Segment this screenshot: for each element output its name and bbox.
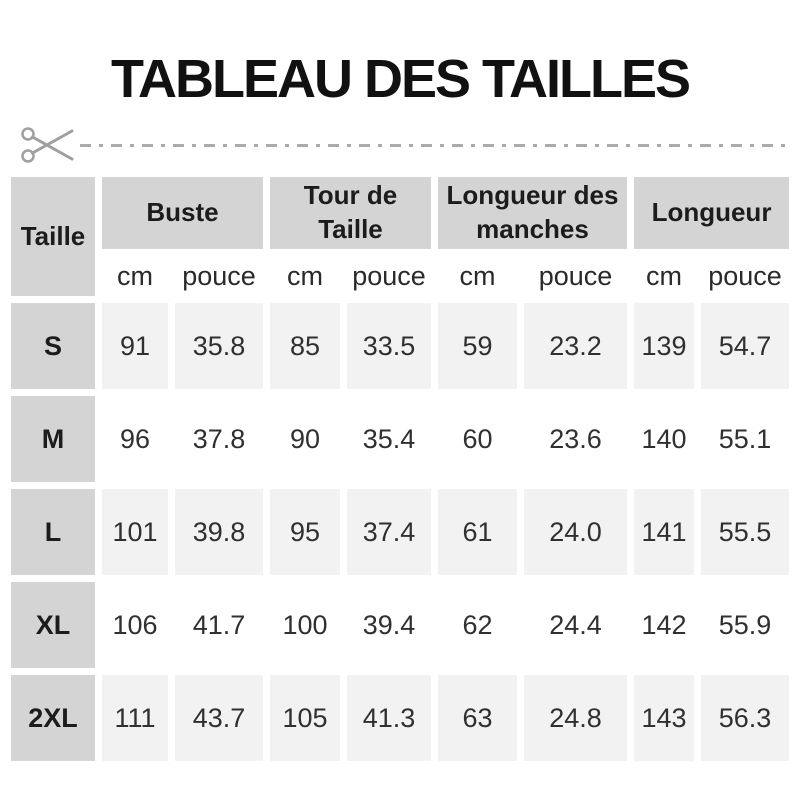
size-value-cell: 106 [102, 582, 168, 668]
table-row-xl [11, 582, 789, 668]
size-table [4, 170, 796, 768]
size-value-cell: 141 [634, 489, 694, 575]
unit-header: cm [438, 256, 517, 296]
dash-dot-line [80, 144, 788, 147]
size-value-cell: 59 [438, 303, 517, 389]
unit-header: cm [270, 256, 340, 296]
row-size-label: XL [11, 582, 95, 668]
page-title: TABLEAU DES TAILLES [111, 49, 689, 109]
size-value-cell: 60 [438, 396, 517, 482]
size-value-cell: 142 [634, 582, 694, 668]
unit-header: cm [102, 256, 168, 296]
size-value-cell: 96 [102, 396, 168, 482]
unit-header: cm [634, 256, 694, 296]
table-row-l [11, 489, 789, 575]
size-value-cell: 55.1 [701, 396, 789, 482]
size-value-cell: 101 [102, 489, 168, 575]
unit-header: pouce [347, 256, 431, 296]
size-value-cell: 91 [102, 303, 168, 389]
size-value-cell: 39.4 [347, 582, 431, 668]
size-value-cell: 41.3 [347, 675, 431, 761]
size-value-cell: 33.5 [347, 303, 431, 389]
size-value-cell: 100 [270, 582, 340, 668]
size-value-cell: 111 [102, 675, 168, 761]
corner-header-taille: Taille [11, 177, 95, 296]
cut-line [20, 124, 788, 166]
row-size-label: M [11, 396, 95, 482]
scissors-icon [20, 125, 76, 165]
size-value-cell: 139 [634, 303, 694, 389]
group-header-buste: Buste [102, 177, 263, 249]
table-row-2xl [11, 675, 789, 761]
size-value-cell: 54.7 [701, 303, 789, 389]
size-value-cell: 95 [270, 489, 340, 575]
unit-header-row [11, 256, 789, 296]
group-header-longueur: Longueur [634, 177, 789, 249]
size-value-cell: 24.8 [524, 675, 627, 761]
size-value-cell: 55.5 [701, 489, 789, 575]
unit-header: pouce [524, 256, 627, 296]
row-size-label: 2XL [11, 675, 95, 761]
table-row-s [11, 303, 789, 389]
size-value-cell: 37.8 [175, 396, 263, 482]
size-value-cell: 63 [438, 675, 517, 761]
size-value-cell: 62 [438, 582, 517, 668]
size-value-cell: 24.4 [524, 582, 627, 668]
size-value-cell: 85 [270, 303, 340, 389]
table-row-m [11, 396, 789, 482]
size-value-cell: 24.0 [524, 489, 627, 575]
size-value-cell: 140 [634, 396, 694, 482]
size-value-cell: 90 [270, 396, 340, 482]
group-header-longueur-des-manches: Longueur des manches [438, 177, 627, 249]
size-value-cell: 23.6 [524, 396, 627, 482]
table-header-row [11, 177, 789, 249]
size-value-cell: 35.8 [175, 303, 263, 389]
size-value-cell: 35.4 [347, 396, 431, 482]
unit-header: pouce [701, 256, 789, 296]
size-value-cell: 143 [634, 675, 694, 761]
size-value-cell: 43.7 [175, 675, 263, 761]
size-value-cell: 105 [270, 675, 340, 761]
size-value-cell: 61 [438, 489, 517, 575]
size-value-cell: 56.3 [701, 675, 789, 761]
row-size-label: L [11, 489, 95, 575]
size-value-cell: 23.2 [524, 303, 627, 389]
unit-header: pouce [175, 256, 263, 296]
size-value-cell: 55.9 [701, 582, 789, 668]
row-size-label: S [11, 303, 95, 389]
group-header-tour-de-taille: Tour de Taille [270, 177, 431, 249]
size-value-cell: 37.4 [347, 489, 431, 575]
size-value-cell: 39.8 [175, 489, 263, 575]
size-value-cell: 41.7 [175, 582, 263, 668]
